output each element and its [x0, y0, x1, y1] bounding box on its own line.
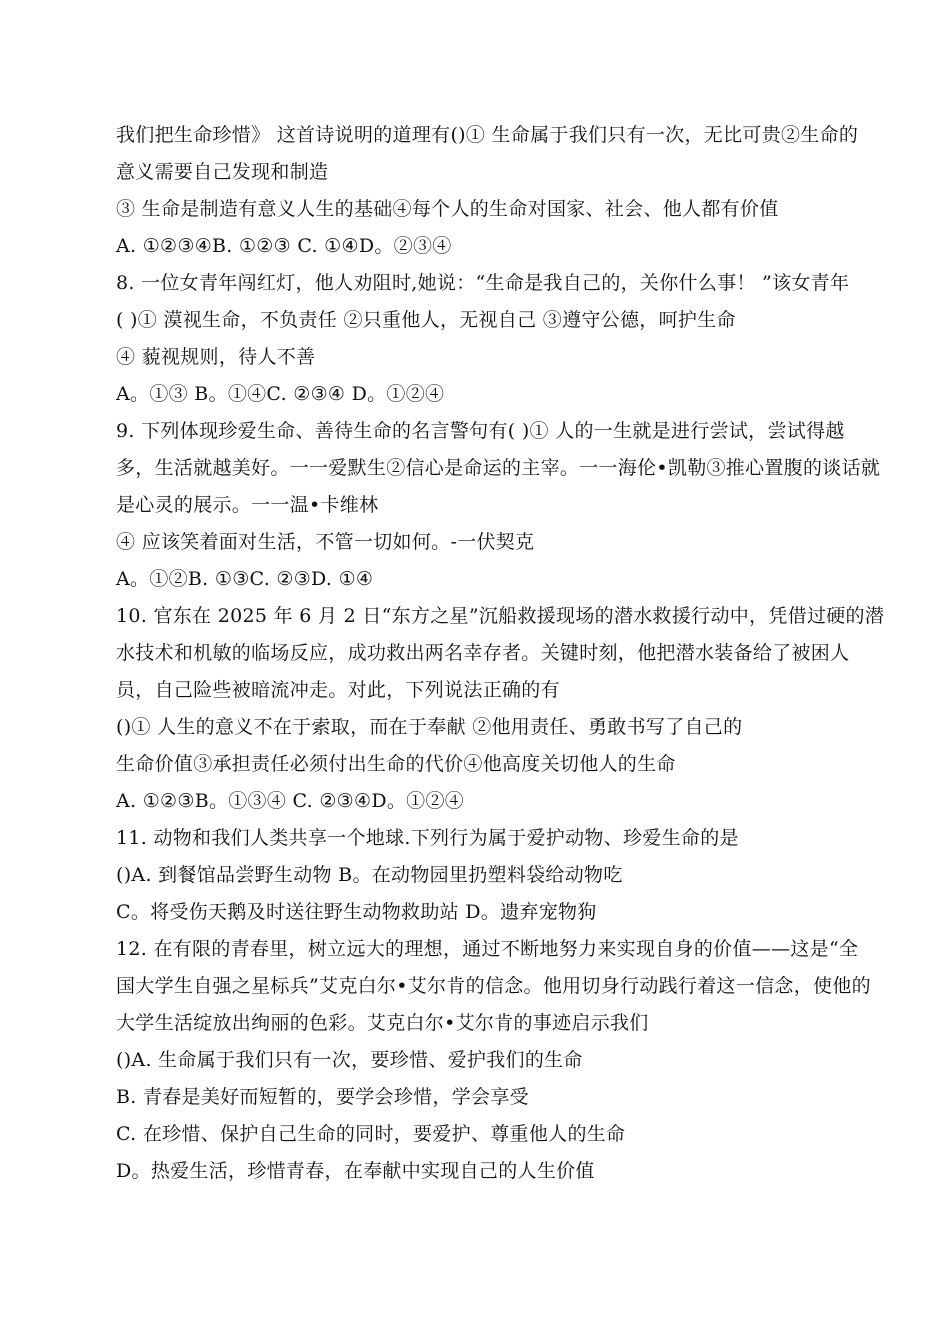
text-line: 国大学生自强之星标兵”艾克白尔•艾尔肯的信念。他用切身行动践行着这一信念，使他的 — [116, 975, 871, 997]
answer-option-a: ()A. 生命属于我们只有一次，要珍惜、爱护我们的生命 — [116, 1049, 583, 1071]
text-line: ( )① 漠视生命，不负责任 ②只重他人，无视自己 ③遵守公德，呵护生命 — [116, 309, 736, 331]
answer-option-c: C. 在珍惜、保护自己生命的同时，要爱护、尊重他人的生命 — [116, 1123, 626, 1145]
text-line: ④ 应该笑着面对生活，不管一切如何。-一伏契克 — [116, 531, 535, 553]
answer-options: A. ①②③B。①③④ C. ②③④D。①②④ — [116, 790, 465, 812]
text-line: 是心灵的展示。一一温•卡维林 — [116, 494, 379, 516]
question-11: 11. 动物和我们人类共享一个地球.下列行为属于爱护动物、珍爱生命的是 — [116, 827, 739, 849]
answer-option-d: D。热爱生活，珍惜青春，在奉献中实现自己的人生价值 — [116, 1160, 595, 1182]
answer-options: C。将受伤天鹅及时送往野生动物救助站 D。遗弃宠物狗 — [116, 901, 597, 923]
document-page — [116, 117, 936, 1190]
text-line: ③ 生命是制造有意义人生的基础④每个人的生命对国家、社会、他人都有价值 — [116, 198, 779, 220]
question-8: 8. 一位女青年闯红灯，他人劝阻时,她说：“生命是我自己的，关你什么事！ ”该女青年 — [116, 272, 850, 294]
answer-options: A. ①②③④B. ①②③ C. ①④D。②③④ — [116, 235, 452, 257]
answer-options: ()A. 到餐馆品尝野生动物 B。在动物园里扔塑料袋给动物吃 — [116, 864, 623, 886]
answer-options: A。①③ B。①④C. ②③④ D。①②④ — [116, 383, 445, 405]
text-line: 我们把生命珍惜》 这首诗说明的道理有()① 生命属于我们只有一次，无比可贵②生命的 — [116, 124, 859, 146]
text-line: ()① 人生的意义不在于索取，而在于奉献 ②他用责任、勇敢书写了自己的 — [116, 716, 743, 738]
text-line: 大学生活绽放出绚丽的色彩。艾克白尔•艾尔肯的事迹启示我们 — [116, 1012, 649, 1034]
question-12: 12. 在有限的青春里，树立远大的理想，通过不断地努力来实现自身的价值——这是“全 — [116, 938, 859, 960]
text-line: 员，自己险些被暗流冲走。对此，下列说法正确的有 — [116, 679, 560, 701]
text-line: 多，生活就越美好。一一爱默生②信心是命运的主宰。一一海伦•凯勒③推心置腹的谈话就 — [116, 457, 881, 479]
question-10: 10. 官东在 2025 年 6 月 2 日“东方之星”沉船救援现场的潜水救援行动中，凭借过硬的潜 — [116, 605, 885, 627]
text-line: ④ 藐视规则，待人不善 — [116, 346, 316, 368]
answer-option-b: B. 青春是美好而短暂的，要学会珍惜，学会享受 — [116, 1086, 529, 1108]
text-line: 意义需要自己发现和制造 — [116, 161, 329, 183]
answer-options: A。①②B. ①③C. ②③D. ①④ — [116, 568, 374, 590]
question-9: 9. 下列体现珍爱生命、善待生命的名言警句有( )① 人的一生就是进行尝试，尝试得越 — [116, 420, 845, 442]
text-line: 生命价值③承担责任必须付出生命的代价④他高度关切他人的生命 — [116, 753, 676, 775]
text-line: 水技术和机敏的临场反应，成功救出两名幸存者。关键时刻，他把潜水装备给了被困人 — [116, 642, 850, 664]
